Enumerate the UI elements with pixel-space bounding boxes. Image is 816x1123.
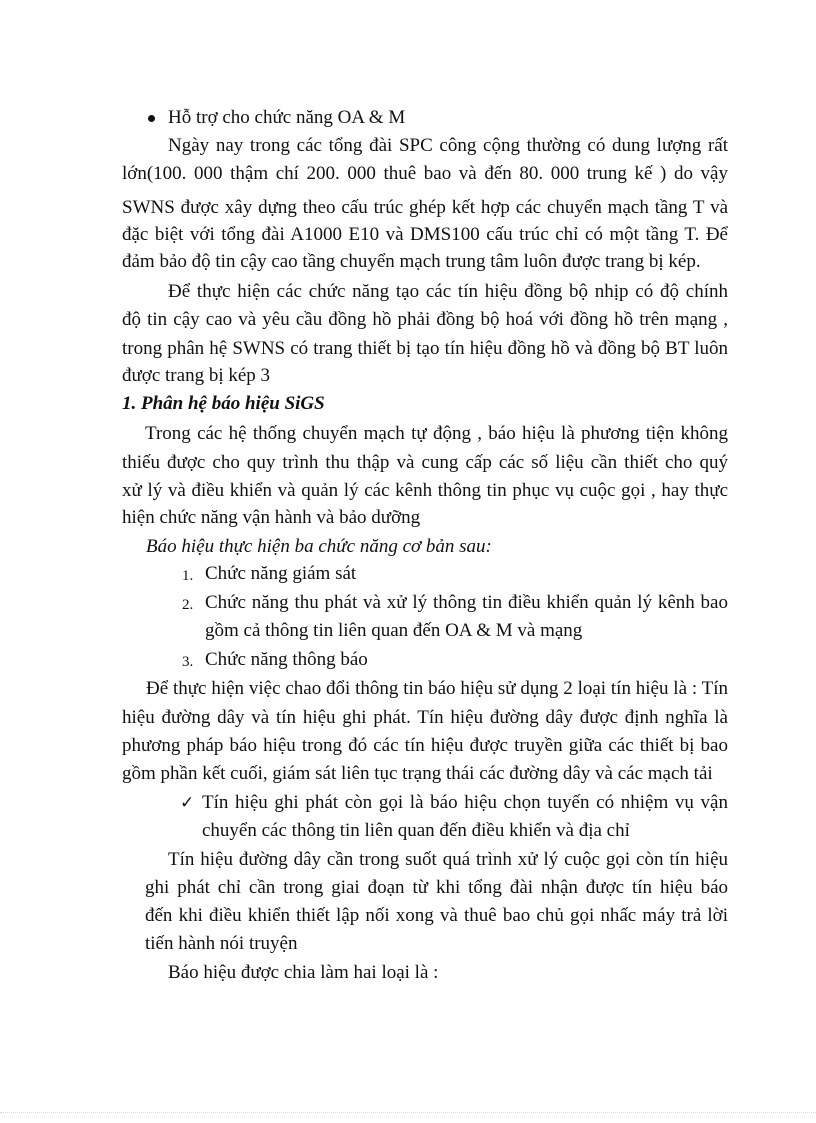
page-bottom-rule [0, 1112, 816, 1113]
para2-line-3: trong phân hệ SWNS có trang thiết bị tạo tín hiệu đồng hồ và đồng bộ BT luôn [122, 338, 728, 359]
list-number-3: 3. [182, 654, 194, 670]
para2-line-2: độ tin cậy cao và yêu cầu đồng hồ phải đồng bộ hoá với đồng hồ trên mạng , [122, 309, 728, 330]
para2-line-4: được trang bị kép 3 [122, 365, 271, 386]
para1-line-1: Ngày nay trong các tổng đài SPC công cộng thường có dung lượng rất [168, 135, 728, 156]
para1-line-5: đảm bảo độ tin cậy cao tầng chuyển mạch trung tâm luôn được trang bị kép. [122, 251, 701, 272]
section-heading: 1. Phân hệ báo hiệu SiGS [122, 393, 325, 414]
list-item-1: Chức năng giám sát [205, 563, 357, 584]
para5-line-3: đến khi điều khiển thiết lập nối xong và thuê bao chủ gọi nhấc máy trả lời [145, 905, 728, 926]
bullet-icon [148, 115, 155, 122]
para3-line-4: hiện chức năng vận hành và bảo dưỡng [122, 507, 421, 528]
bullet-item-text: Hỗ trợ cho chức năng OA & M [168, 107, 406, 128]
para4-line-3: phương pháp báo hiệu trong đó các tín hiệu được truyền giữa các thiết bị bao [122, 735, 728, 756]
list-item-2-line-2: gồm cả thông tin liên quan đến OA & M và mạng [205, 620, 583, 641]
list-item-2-line-1: Chức năng thu phát và xử lý thông tin điều khiển quản lý kênh bao [205, 592, 728, 613]
para1-line-4: đặc biệt với tổng đài A1000 E10 và DMS100 cấu trúc chỉ có một tầng T. Để [122, 224, 728, 245]
list-item-3: Chức năng thông báo [205, 649, 368, 670]
para5-line-1: Tín hiệu đường dây cần trong suốt quá trình xử lý cuộc gọi còn tín hiệu [168, 849, 728, 870]
para1-line-3: SWNS được xây dựng theo cấu trúc ghép kết hợp các chuyển mạch tầng T và [122, 197, 728, 218]
para5-line-2: ghi phát chỉ cần trong giai đoạn từ khi tổng đài nhận được tín hiệu báo [145, 877, 728, 898]
check-item-line-2: chuyển các thông tin liên quan đến điều khiển và địa chỉ [202, 820, 630, 841]
para3-line-1: Trong các hệ thống chuyển mạch tự động , báo hiệu là phương tiện không [145, 423, 728, 444]
para1-line-2: lớn(100. 000 thậm chí 200. 000 thuê bao và đến 80. 000 trung kế ) do vậy [122, 163, 728, 184]
para3-line-3: xử lý và điều khiển và quản lý các kênh thông tin phục vụ cuộc gọi , hay thực [122, 480, 728, 501]
para4-line-2: hiệu đường dây và tín hiệu ghi phát. Tín hiệu đường dây được định nghĩa là [122, 707, 728, 728]
para3-line-2: thiếu được cho quy trình thu thập và cung cấp các số liệu cần thiết cho quý [122, 452, 728, 473]
para2-line-1: Để thực hiện các chức năng tạo các tín hiệu đồng bộ nhịp có độ chính [168, 281, 728, 302]
italic-intro: Báo hiệu thực hiện ba chức năng cơ bản sau: [146, 536, 492, 557]
para5-line-4: tiến hành nói truyện [145, 933, 298, 954]
para6: Báo hiệu được chia làm hai loại là : [168, 962, 439, 983]
check-item-line-1: Tín hiệu ghi phát còn gọi là báo hiệu chọn tuyến có nhiệm vụ vận [202, 792, 728, 813]
para4-line-4: gồm phần kết cuối, giám sát liên tục trạng thái các đường dây và các mạch tải [122, 763, 713, 784]
checkmark-icon: ✓ [180, 793, 195, 813]
list-number-1: 1. [182, 568, 194, 584]
para4-line-1: Để thực hiện việc chao đổi thông tin báo hiệu sử dụng 2 loại tín hiệu là : Tín [146, 678, 728, 699]
list-number-2: 2. [182, 597, 194, 613]
